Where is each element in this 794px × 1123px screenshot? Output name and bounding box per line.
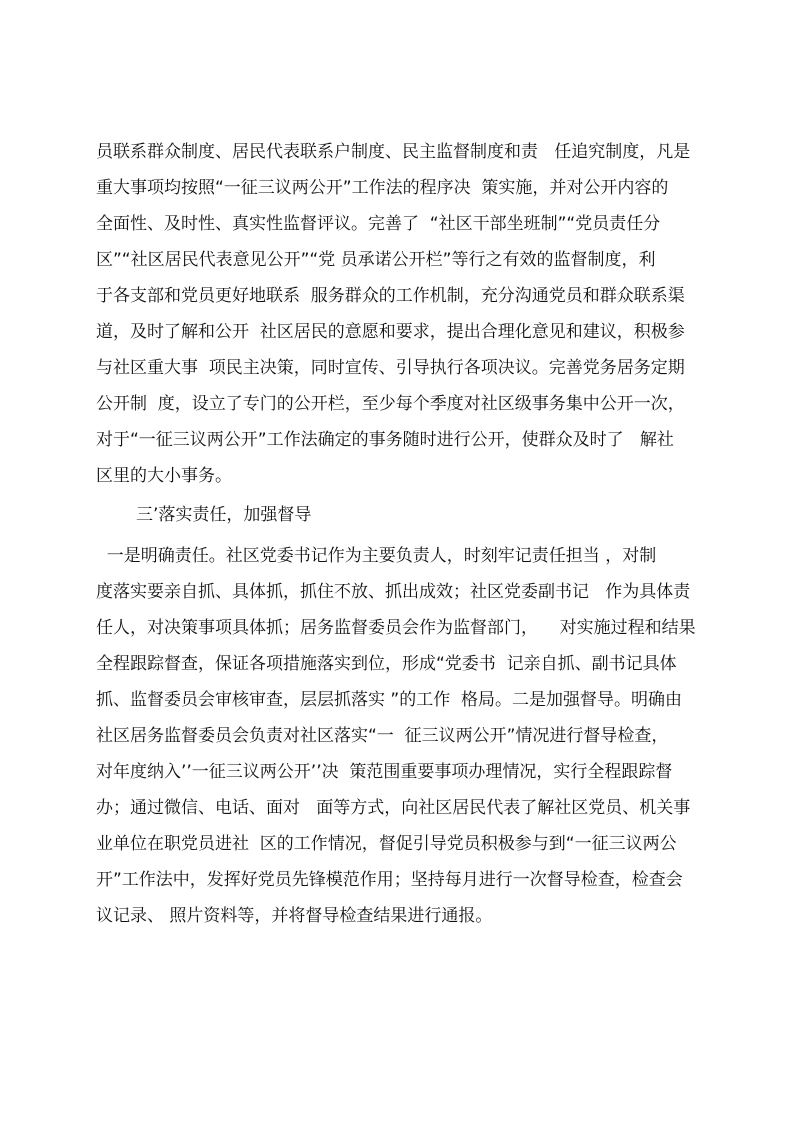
body-text-line: 道，及时了解和公开 社区居民的意愿和要求，提出合理化意见和建议，积极参 — [96, 322, 685, 342]
body-text-line: 区里的大小事务。 — [96, 466, 232, 486]
body-text-line: 员联系群众制度、居民代表联系户制度、民主监督制度和责 任追究制度，凡是 — [96, 142, 691, 162]
body-text-line: 抓、监督委员会审核审查，层层抓落实 ”的工作 格局。二是加强督导。明确由 — [96, 690, 683, 710]
body-text-line: 对年度纳入’’一征三议两公开’’决 策范围重要事项办理情况，实行全程跟踪督 — [96, 762, 673, 782]
body-text-line: 对于“一征三议两公开”工作法确定的事务随时进行公开，使群众及时了 解社 — [96, 430, 674, 450]
body-text-line: 公开制 度，设立了专门的公开栏，至少每个季度对社区级事务集中公开一次， — [96, 394, 685, 414]
body-text-line: 与社区重大事 项民主决策，同时宣传、引导执行各项决议。完善党务居务定期 — [96, 358, 685, 378]
body-text-line: 一是明确责任。社区党委书记作为主要负责人，时刻牢记责任担当 ，对制 — [96, 546, 657, 566]
body-text-line: 办；通过微信、电话、面对 面等方式，向社区居民代表了解社区党员、机关事 — [96, 798, 691, 818]
body-text-line: 全面性、及时性、真实性监督评议。完善了 “社区干部坐班制”“党员责任分 — [96, 214, 661, 234]
body-text-line: 度落实要亲自抓、具体抓，抓住不放、抓出成效；社区党委副书记 作为具体责 — [96, 582, 691, 602]
section-heading: 三’落实责任，加强督导 — [136, 505, 312, 525]
body-text-line: 议记录、 照片资料等，并将督导检查结果进行通报。 — [96, 906, 493, 926]
body-text-line: 业单位在职党员进社 区的工作情况，督促引导党员积极参与到“一征三议两公 — [96, 834, 677, 854]
body-text-line: 区”“社区居民代表意见公开”“党 员承诺公开栏”等行之有效的监督制度，利 — [96, 250, 656, 270]
body-text-line: 重大事项均按照“一征三议两公开”工作法的程序决 策实施，并对公开内容的 — [96, 178, 669, 198]
body-text-line: 于各支部和党员更好地联系 服务群众的工作机制，充分沟通党员和群众联系渠 — [96, 286, 685, 306]
body-text-line: 全程跟踪督查，保证各项措施落实到位，形成“党委书 记亲自抓、副书记具体 — [96, 654, 677, 674]
body-text-line: 任人，对决策事项具体抓；居务监督委员会作为监督部门， 对实施过程和结果 — [96, 618, 696, 638]
body-text-line: 开”工作法中，发挥好党员先锋模范作用；坚持每月进行一次督导检查，检查会 — [96, 870, 683, 890]
body-text-line: 社区居务监督委员会负责对社区落实“一 征三议两公开”情况进行督导检查， — [96, 726, 669, 746]
